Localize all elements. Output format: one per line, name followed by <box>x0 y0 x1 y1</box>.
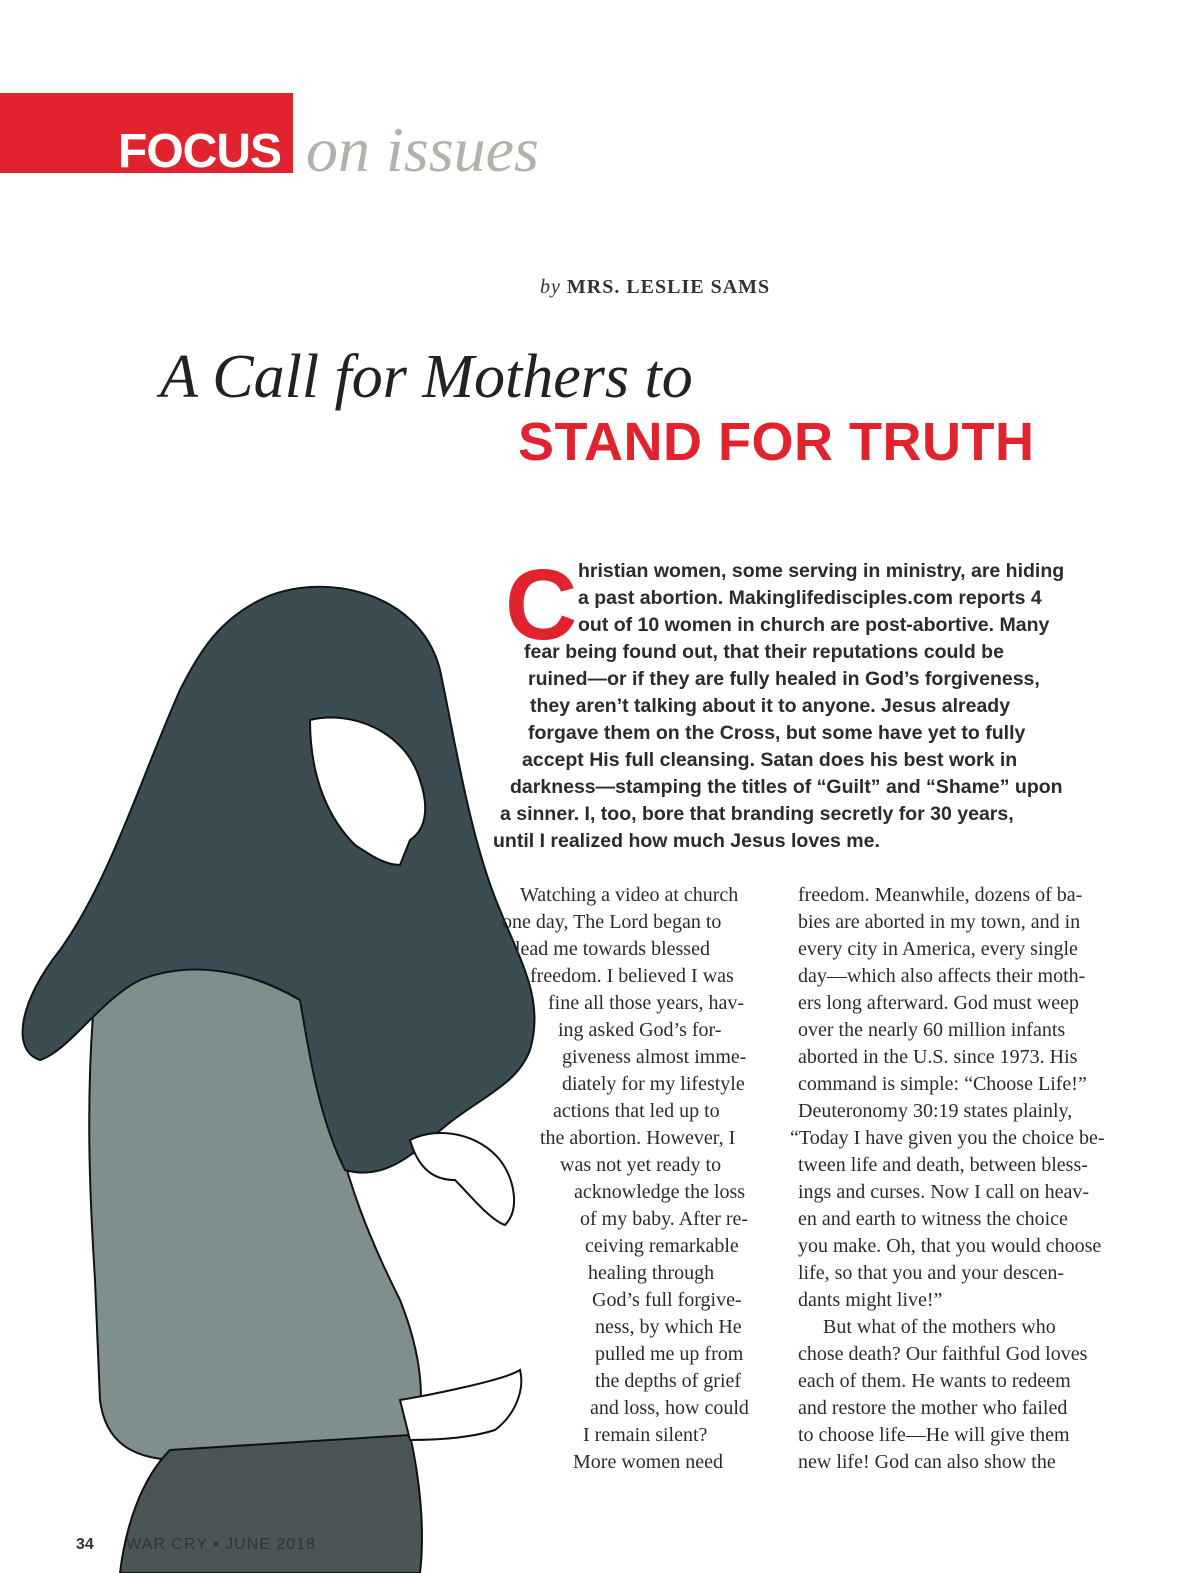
body-line: one day, The Lord began to <box>502 911 722 933</box>
intro-line: accept His full cleansing. Satan does his best work in <box>522 749 1018 771</box>
body-line: tween life and death, between bless- <box>798 1154 1088 1176</box>
body-line: Deuteronomy 30:19 states plainly, <box>798 1100 1073 1122</box>
body-line: each of them. He wants to redeem <box>798 1370 1071 1392</box>
section-tagline: on issues <box>306 114 539 185</box>
intro-line: fear being found out, that their reputations could be <box>524 641 1004 663</box>
body-line: new life! God can also show the <box>798 1451 1056 1473</box>
body-line: day—which also affects their moth- <box>798 965 1086 987</box>
body-line: pulled me up from <box>595 1343 744 1365</box>
body-line: diately for my lifestyle <box>562 1073 745 1095</box>
body-line: I remain silent? <box>583 1424 708 1446</box>
body-line: en and earth to witness the choice <box>798 1208 1068 1230</box>
body-line: actions that led up to <box>553 1100 720 1122</box>
body-line: Watching a video at church <box>520 884 739 906</box>
body-line: giveness almost imme- <box>562 1046 747 1068</box>
publication-info: WAR CRY • JUNE 2018 <box>126 1536 316 1553</box>
body-line: More women need <box>573 1451 723 1473</box>
intro-line: they aren’t talking about it to anyone. Jesus already <box>530 695 1011 717</box>
intro-line: until I realized how much Jesus loves me. <box>493 830 880 852</box>
body-line: acknowledge the loss <box>574 1181 746 1203</box>
intro-line: out of 10 women in church are post-abortive. Many <box>578 614 1050 636</box>
body-line: healing through <box>588 1262 715 1284</box>
body-line: fine all those years, hav- <box>548 992 745 1014</box>
intro-line: a past abortion. Makinglifedisciples.com reports 4 <box>578 587 1042 609</box>
body-line: the abortion. However, I <box>540 1127 736 1149</box>
body-line: “Today I have given you the choice be- <box>790 1127 1105 1149</box>
article-title-line1: A Call for Mothers to <box>160 343 693 411</box>
pregnant-woman-illustration <box>0 580 560 1573</box>
body-line: lead me towards blessed <box>515 938 710 960</box>
byline <box>540 276 770 299</box>
body-line: ers long afterward. God must weep <box>798 992 1080 1014</box>
body-line: the depths of grief <box>595 1370 742 1392</box>
intro-line: a sinner. I, too, bore that branding secretly for 30 years, <box>500 803 1014 825</box>
drop-cap: C <box>505 549 578 661</box>
body-line: ing asked God’s for- <box>558 1019 722 1041</box>
article-title-line2: STAND FOR TRUTH <box>518 412 1035 472</box>
body-line: of my baby. After re- <box>580 1208 749 1230</box>
byline-author: MRS. LESLIE SAMS <box>566 276 771 298</box>
body-line: ness, by which He <box>595 1316 742 1338</box>
body-line: and loss, how could <box>590 1397 749 1419</box>
body-line: command is simple: “Choose Life!” <box>798 1073 1087 1095</box>
body-line: chose death? Our faithful God loves <box>798 1343 1088 1365</box>
body-line: God’s full forgive- <box>592 1289 742 1311</box>
byline-by: by <box>540 276 561 298</box>
body-column-2 <box>790 882 1140 1476</box>
intro-line: darkness—stamping the titles of “Guilt” and “Shame” upon <box>510 776 1063 798</box>
body-line: life, so that you and your descen- <box>798 1262 1065 1284</box>
intro-line: forgave them on the Cross, but some have yet to fully <box>528 722 1026 744</box>
page-footer <box>76 1536 316 1554</box>
body-line: freedom. I believed I was <box>530 965 734 987</box>
body-line: But what of the mothers who <box>823 1316 1056 1338</box>
intro-line: ruined—or if they are fully healed in God’s forgiveness, <box>528 668 1040 690</box>
body-line: you make. Oh, that you would choose <box>798 1235 1102 1257</box>
intro-paragraph <box>490 558 1130 855</box>
body-line: every city in America, every single <box>798 938 1078 960</box>
body-line: freedom. Meanwhile, dozens of ba- <box>798 884 1083 906</box>
body-line: bies are aborted in my town, and in <box>798 911 1081 933</box>
body-line: to choose life—He will give them <box>798 1424 1070 1446</box>
body-line: aborted in the U.S. since 1973. His <box>798 1046 1078 1068</box>
body-line: over the nearly 60 million infants <box>798 1019 1066 1041</box>
intro-line: hristian women, some serving in ministry, are hiding <box>578 560 1065 582</box>
body-line: ceiving remarkable <box>585 1235 739 1257</box>
body-line: ings and curses. Now I call on heav- <box>798 1181 1090 1203</box>
body-line: dants might live!” <box>798 1289 943 1311</box>
body-line: was not yet ready to <box>560 1154 722 1176</box>
page-number: 34 <box>76 1536 94 1553</box>
section-label-focus: FOCUS <box>118 125 281 178</box>
body-line: and restore the mother who failed <box>798 1397 1068 1419</box>
body-column-1 <box>490 882 790 1476</box>
